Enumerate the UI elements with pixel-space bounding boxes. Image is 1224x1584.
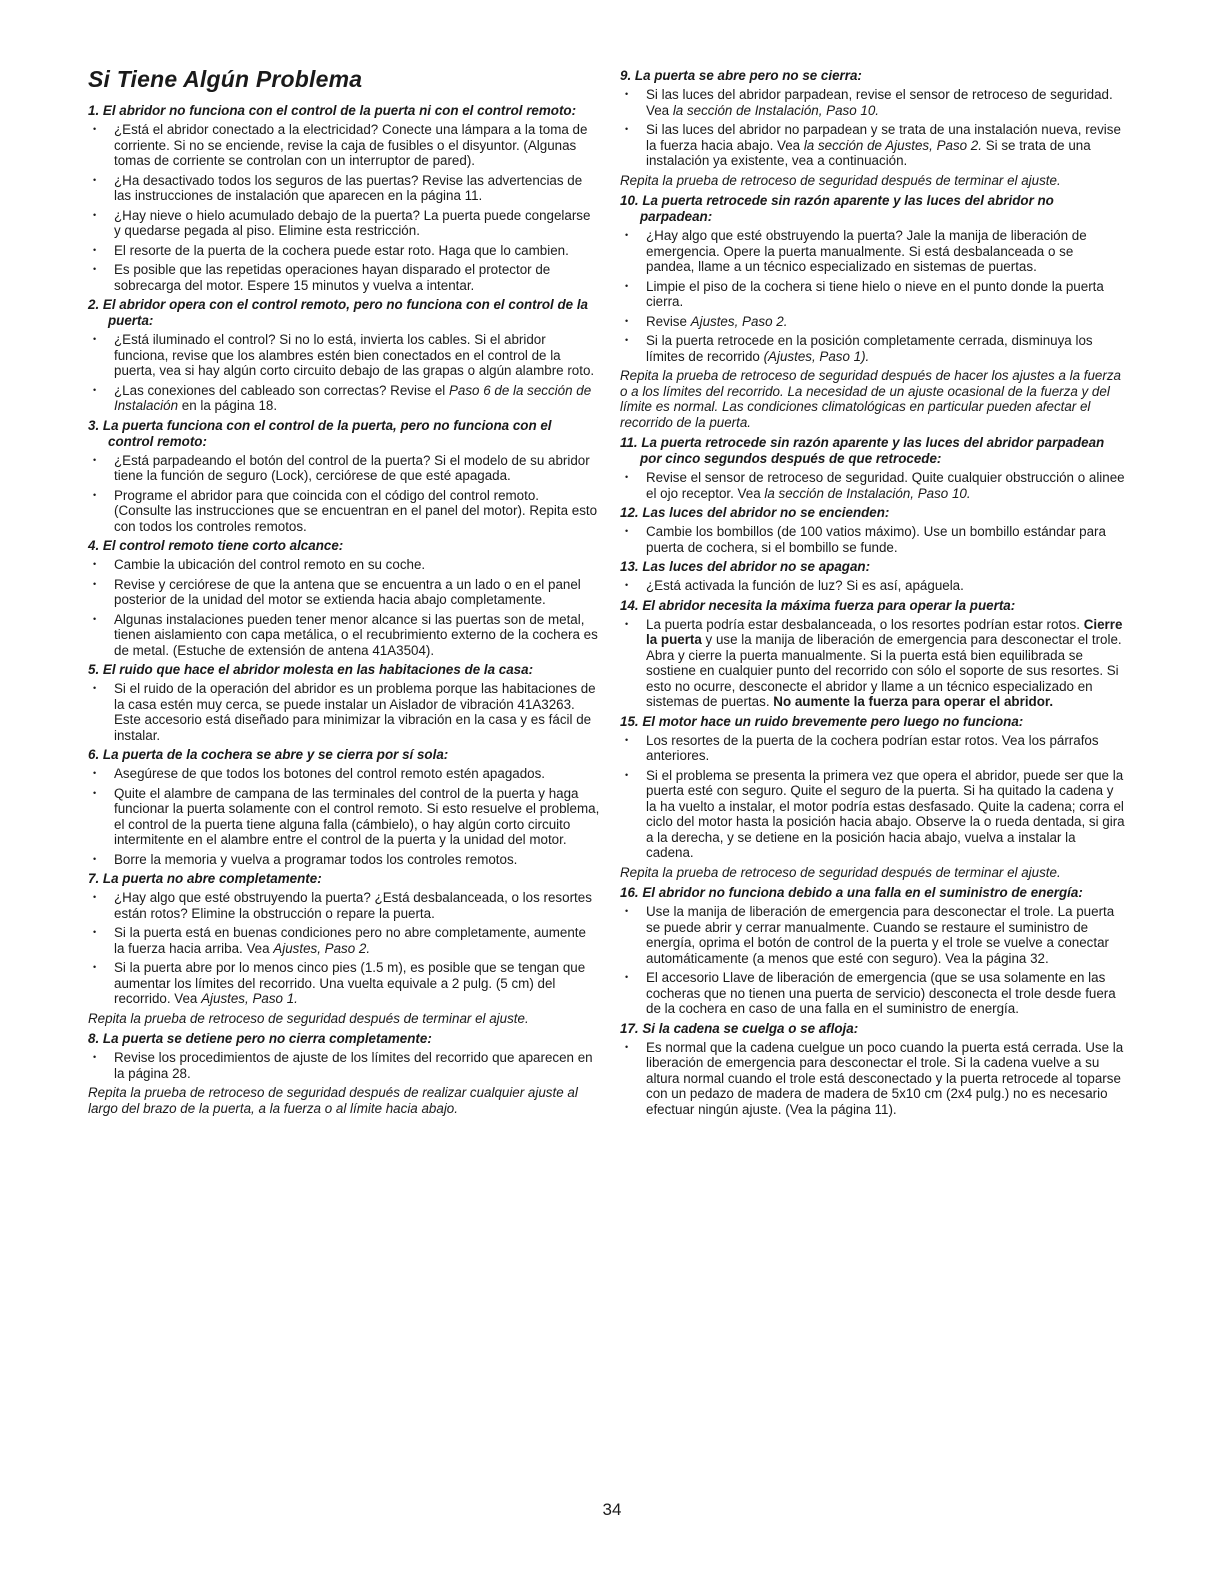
- problem-7-heading: 7. La puerta no abre completamente:: [88, 871, 322, 886]
- list-item: • Si las luces del abridor parpadean, revise el sensor de retroceso de seguridad. Vea la sección de Instalación, Paso 10.: [620, 87, 1125, 118]
- problem-10-heading: 10. La puerta retrocede sin razón aparente y las luces del abridor no parpadean:: [620, 193, 1054, 224]
- problem-1-heading: 1. El abridor no funciona con el control de la puerta ni con el control remoto:: [88, 103, 577, 118]
- problem-5-list: [88, 681, 600, 743]
- problem-3-list: [88, 453, 600, 535]
- problem-16-list: [620, 904, 1125, 1017]
- list-item: • Si la puerta abre por lo menos cinco pies (1.5 m), es posible que se tengan que aumentar los límites del recorrido. Una vuelta equivale a 2 pulg. (5 cm) del recorrido. Vea Ajustes, Paso 1.: [88, 960, 600, 1007]
- list-item: • Si la puerta retrocede en la posición completamente cerrada, disminuya los límites de recorrido (Ajustes, Paso 1).: [620, 333, 1125, 364]
- list-item: • La puerta podría estar desbalanceada, o los resortes podrían estar rotos. Cierre la puerta y use la manija de liberación de emergencia para desconectar el trole. Abra y cierre la puerta manualmente. Si la puerta está bien equilibrada se sostiene en cualquier punto del recorrido con sólo el soporte de sus resortes. Si esto no ocurre, desconecte el abridor y llame a un técnico especializado en sistemas de puertas. No aumente la fuerza para operar el abridor.: [620, 617, 1125, 710]
- problem-15-heading: 15. El motor hace un ruido brevemente pero luego no funciona:: [620, 713, 1024, 729]
- list-item: • ¿Las conexiones del cableado son correctas? Revise el Paso 6 de la sección de Instalación en la página 18.: [88, 383, 600, 414]
- list-item: • ¿Está parpadeando el botón del control de la puerta? Si el modelo de su abridor tiene la función de seguro (Lock), cerciórese de que esté apagada.: [88, 453, 600, 484]
- problem-9-note: Repita la prueba de retroceso de seguridad después de terminar el ajuste.: [620, 172, 1061, 188]
- list-item: • Borre la memoria y vuelva a programar todos los controles remotos.: [88, 852, 600, 868]
- problem-14-list: [620, 617, 1125, 710]
- problem-8-heading: 8. La puerta se detiene pero no cierra completamente:: [88, 1031, 432, 1046]
- list-item: • ¿Hay nieve o hielo acumulado debajo de la puerta? La puerta puede congelarse y quedarse pegada al piso. Elimine esta restricción.: [88, 208, 600, 239]
- problem-6-list: [88, 766, 600, 867]
- problem-13-list: [620, 578, 1125, 594]
- problem-12-list: [620, 524, 1125, 555]
- problem-15-list: [620, 733, 1125, 861]
- problem-8-note: Repita la prueba de retroceso de seguridad después de realizar cualquier ajuste al largo del brazo de la puerta, a la fuerza o al límite hacia abajo.: [88, 1085, 578, 1116]
- problem-15-note: Repita la prueba de retroceso de seguridad después de terminar el ajuste.: [620, 864, 1061, 880]
- list-item: • Si el ruido de la operación del abridor es un problema porque las habitaciones de la casa estén muy cerca, se puede instalar un Aislador de vibración 41A3263. Este accesorio está diseñado para minimizar la vibración en la casa y es fácil de instalar.: [88, 681, 600, 743]
- list-item: • ¿Hay algo que esté obstruyendo la puerta? Jale la manija de liberación de emergencia. Opere la puerta manualmente. Si está desbalanceada o se pandea, llame a un técnico especializado en sistemas de puertas.: [620, 228, 1125, 275]
- problem-6-heading: 6. La puerta de la cochera se abre y se cierra por sí sola:: [88, 747, 449, 762]
- problem-4-heading: 4. El control remoto tiene corto alcance:: [88, 538, 344, 553]
- left-column: [88, 66, 600, 1121]
- problem-7-note: Repita la prueba de retroceso de seguridad después de terminar el ajuste.: [88, 1010, 529, 1026]
- problem-10-note: Repita la prueba de retroceso de seguridad después de hacer los ajustes a la fuerza o a los límites del recorrido. La necesidad de un ajuste ocasional de la fuerza y del límite es normal. Las condiciones climatológicas en particular pueden afectar el recorrido de la puerta.: [620, 368, 1121, 430]
- problem-12-heading: 12. Las luces del abridor no se encienden:: [620, 505, 890, 520]
- problem-5-heading: 5. El ruido que hace el abridor molesta en las habitaciones de la casa:: [88, 662, 534, 677]
- list-item: • Programe el abridor para que coincida con el código del control remoto. (Consulte las instrucciones que se encuentran en el panel del motor). Repita esto con todos los controles remotos.: [88, 488, 600, 535]
- problem-4-list: [88, 557, 600, 658]
- list-item: • Revise el sensor de retroceso de seguridad. Quite cualquier obstrucción o alinee el ojo receptor. Vea la sección de Instalación, Paso 10.: [620, 470, 1125, 501]
- list-item: • Asegúrese de que todos los botones del control remoto estén apagados.: [88, 766, 600, 782]
- problem-11-heading: 11. La puerta retrocede sin razón aparente y las luces del abridor parpadean por cinco segundos después de que retrocede:: [620, 435, 1105, 466]
- list-item: • Si la puerta está en buenas condiciones pero no abre completamente, aumente la fuerza hacia arriba. Vea Ajustes, Paso 2.: [88, 925, 600, 956]
- list-item: • Es posible que las repetidas operaciones hayan disparado el protector de sobrecarga del motor. Espere 15 minutos y vuelva a intentar.: [88, 262, 600, 293]
- problem-1-list: [88, 122, 600, 293]
- problem-8-list: [88, 1050, 600, 1081]
- list-item: • Cambie la ubicación del control remoto en su coche.: [88, 557, 600, 573]
- list-item: • Limpie el piso de la cochera si tiene hielo o nieve en el punto donde la puerta cierra.: [620, 279, 1125, 310]
- list-item: • ¿Ha desactivado todos los seguros de las puertas? Revise las advertencias de las instrucciones de instalación que aparecen en la página 11.: [88, 173, 600, 204]
- list-item: • Quite el alambre de campana de las terminales del control de la puerta y haga funcionar la puerta solamente con el control remoto. Si esto resuelve el problema, el control de la puerta tiene alguna falla (cámbielo), o hay algún corto circuito intermitente en el alambre entre el control de la puerta y la unidad del motor.: [88, 786, 600, 848]
- list-item: • ¿Hay algo que esté obstruyendo la puerta? ¿Está desbalanceada, o los resortes están rotos? Elimine la obstrucción o repare la puerta.: [88, 890, 600, 921]
- list-item: • Si las luces del abridor no parpadean y se trata de una instalación nueva, revise la fuerza hacia abajo. Vea la sección de Ajustes, Paso 2. Si se trata de una instalación ya existente, vea a continuación.: [620, 122, 1125, 169]
- list-item: • Algunas instalaciones pueden tener menor alcance si las puertas son de metal, tienen aislamiento con capa metálica, o el recubrimiento externo de la cochera es de metal. (Estuche de extensión de antena 41A3504).: [88, 612, 600, 659]
- problem-2-heading: 2. El abridor opera con el control remoto, pero no funciona con el control de la puerta:: [88, 297, 588, 328]
- problem-10-list: [620, 228, 1125, 364]
- list-item: • ¿Está el abridor conectado a la electricidad? Conecte una lámpara a la toma de corriente. Si no se enciende, revise la caja de fusibles o el disyuntor. (Algunas tomas de corriente se controlan con un interruptor de pared).: [88, 122, 600, 169]
- list-item: • El accesorio Llave de liberación de emergencia (que se usa solamente en las cocheras que no tienen una puerta de servicio) desconecta el trole desde fuera de la cochera en caso de una falla en el suministro de energía.: [620, 970, 1125, 1017]
- problem-7-list: [88, 890, 600, 1007]
- problem-9-list: [620, 87, 1125, 169]
- page-number: 34: [602, 1500, 622, 1519]
- list-item: • Cambie los bombillos (de 100 vatios máximo). Use un bombillo estándar para puerta de cochera, si el bombillo se funde.: [620, 524, 1125, 555]
- problem-16-heading: 16. El abridor no funciona debido a una falla en el suministro de energía:: [620, 885, 1083, 900]
- list-item: • Revise Ajustes, Paso 2.: [620, 314, 1125, 330]
- problem-17-list: [620, 1040, 1125, 1118]
- problem-13-heading: 13. Las luces del abridor no se apagan:: [620, 559, 871, 574]
- right-column: [620, 68, 1125, 1121]
- list-item: • Use la manija de liberación de emergencia para desconectar el trole. La puerta se puede abrir y cerrar manualmente. Cuando se restaure el suministro de energía, oprima el botón de control de la puerta y el trole se vuelve a conectar automáticamente (a menos que esté con seguro). Vea la página 32.: [620, 904, 1125, 966]
- problem-14-heading: 14. El abridor necesita la máxima fuerza para operar la puerta:: [620, 597, 1016, 613]
- problem-3-heading: 3. La puerta funciona con el control de la puerta, pero no funciona con el control remoto:: [88, 417, 552, 449]
- problem-9-heading: 9. La puerta se abre pero no se cierra:: [620, 68, 862, 83]
- list-item: • Revise los procedimientos de ajuste de los límites del recorrido que aparecen en la página 28.: [88, 1050, 600, 1081]
- list-item: • ¿Está iluminado el control? Si no lo está, invierta los cables. Si el abridor funciona, revise que los alambres estén bien conectados en el control de la puerta, vea si hay algún corto circuito debajo de las grapas o algún alambre roto.: [88, 332, 600, 379]
- list-item: • Si el problema se presenta la primera vez que opera el abridor, puede ser que la puerta esté con seguro. Quite el seguro de la puerta. Si ha quitado la cadena y la ha vuelto a instalar, el motor podría estas desfasado. Quite la cadena; corra el ciclo del motor hasta la posición hacia abajo. Observe la o rueda dentada, si gira a la derecha, y se detiene en la posición hacia abajo, vuelva a instalar la cadena.: [620, 768, 1125, 861]
- list-item: • El resorte de la puerta de la cochera puede estar roto. Haga que lo cambien.: [88, 243, 600, 259]
- list-item: • Es normal que la cadena cuelgue un poco cuando la puerta está cerrada. Use la liberación de emergencia para desconectar el trole. Si la cadena vuelve a su altura normal cuando el trole está desconectado y la puerta retrocede al toparse con un pedazo de madera de madera de 5x10 cm (2x4 pulg.) no es necesario efectuar ningún ajuste. (Vea la página 11).: [620, 1040, 1125, 1118]
- problem-2-list: [88, 332, 600, 414]
- list-item: • ¿Está activada la función de luz? Si es así, apáguela.: [620, 578, 1125, 594]
- problem-11-list: [620, 470, 1125, 501]
- list-item: • Los resortes de la puerta de la cochera podrían estar rotos. Vea los párrafos anteriores.: [620, 733, 1125, 764]
- page-title: Si Tiene Algún Problema: [88, 66, 363, 92]
- problem-17-heading: 17. Si la cadena se cuelga o se afloja:: [620, 1020, 859, 1036]
- list-item: • Revise y cerciórese de que la antena que se encuentra a un lado o en el panel posterior de la unidad del motor se extienda hacia abajo completamente.: [88, 577, 600, 608]
